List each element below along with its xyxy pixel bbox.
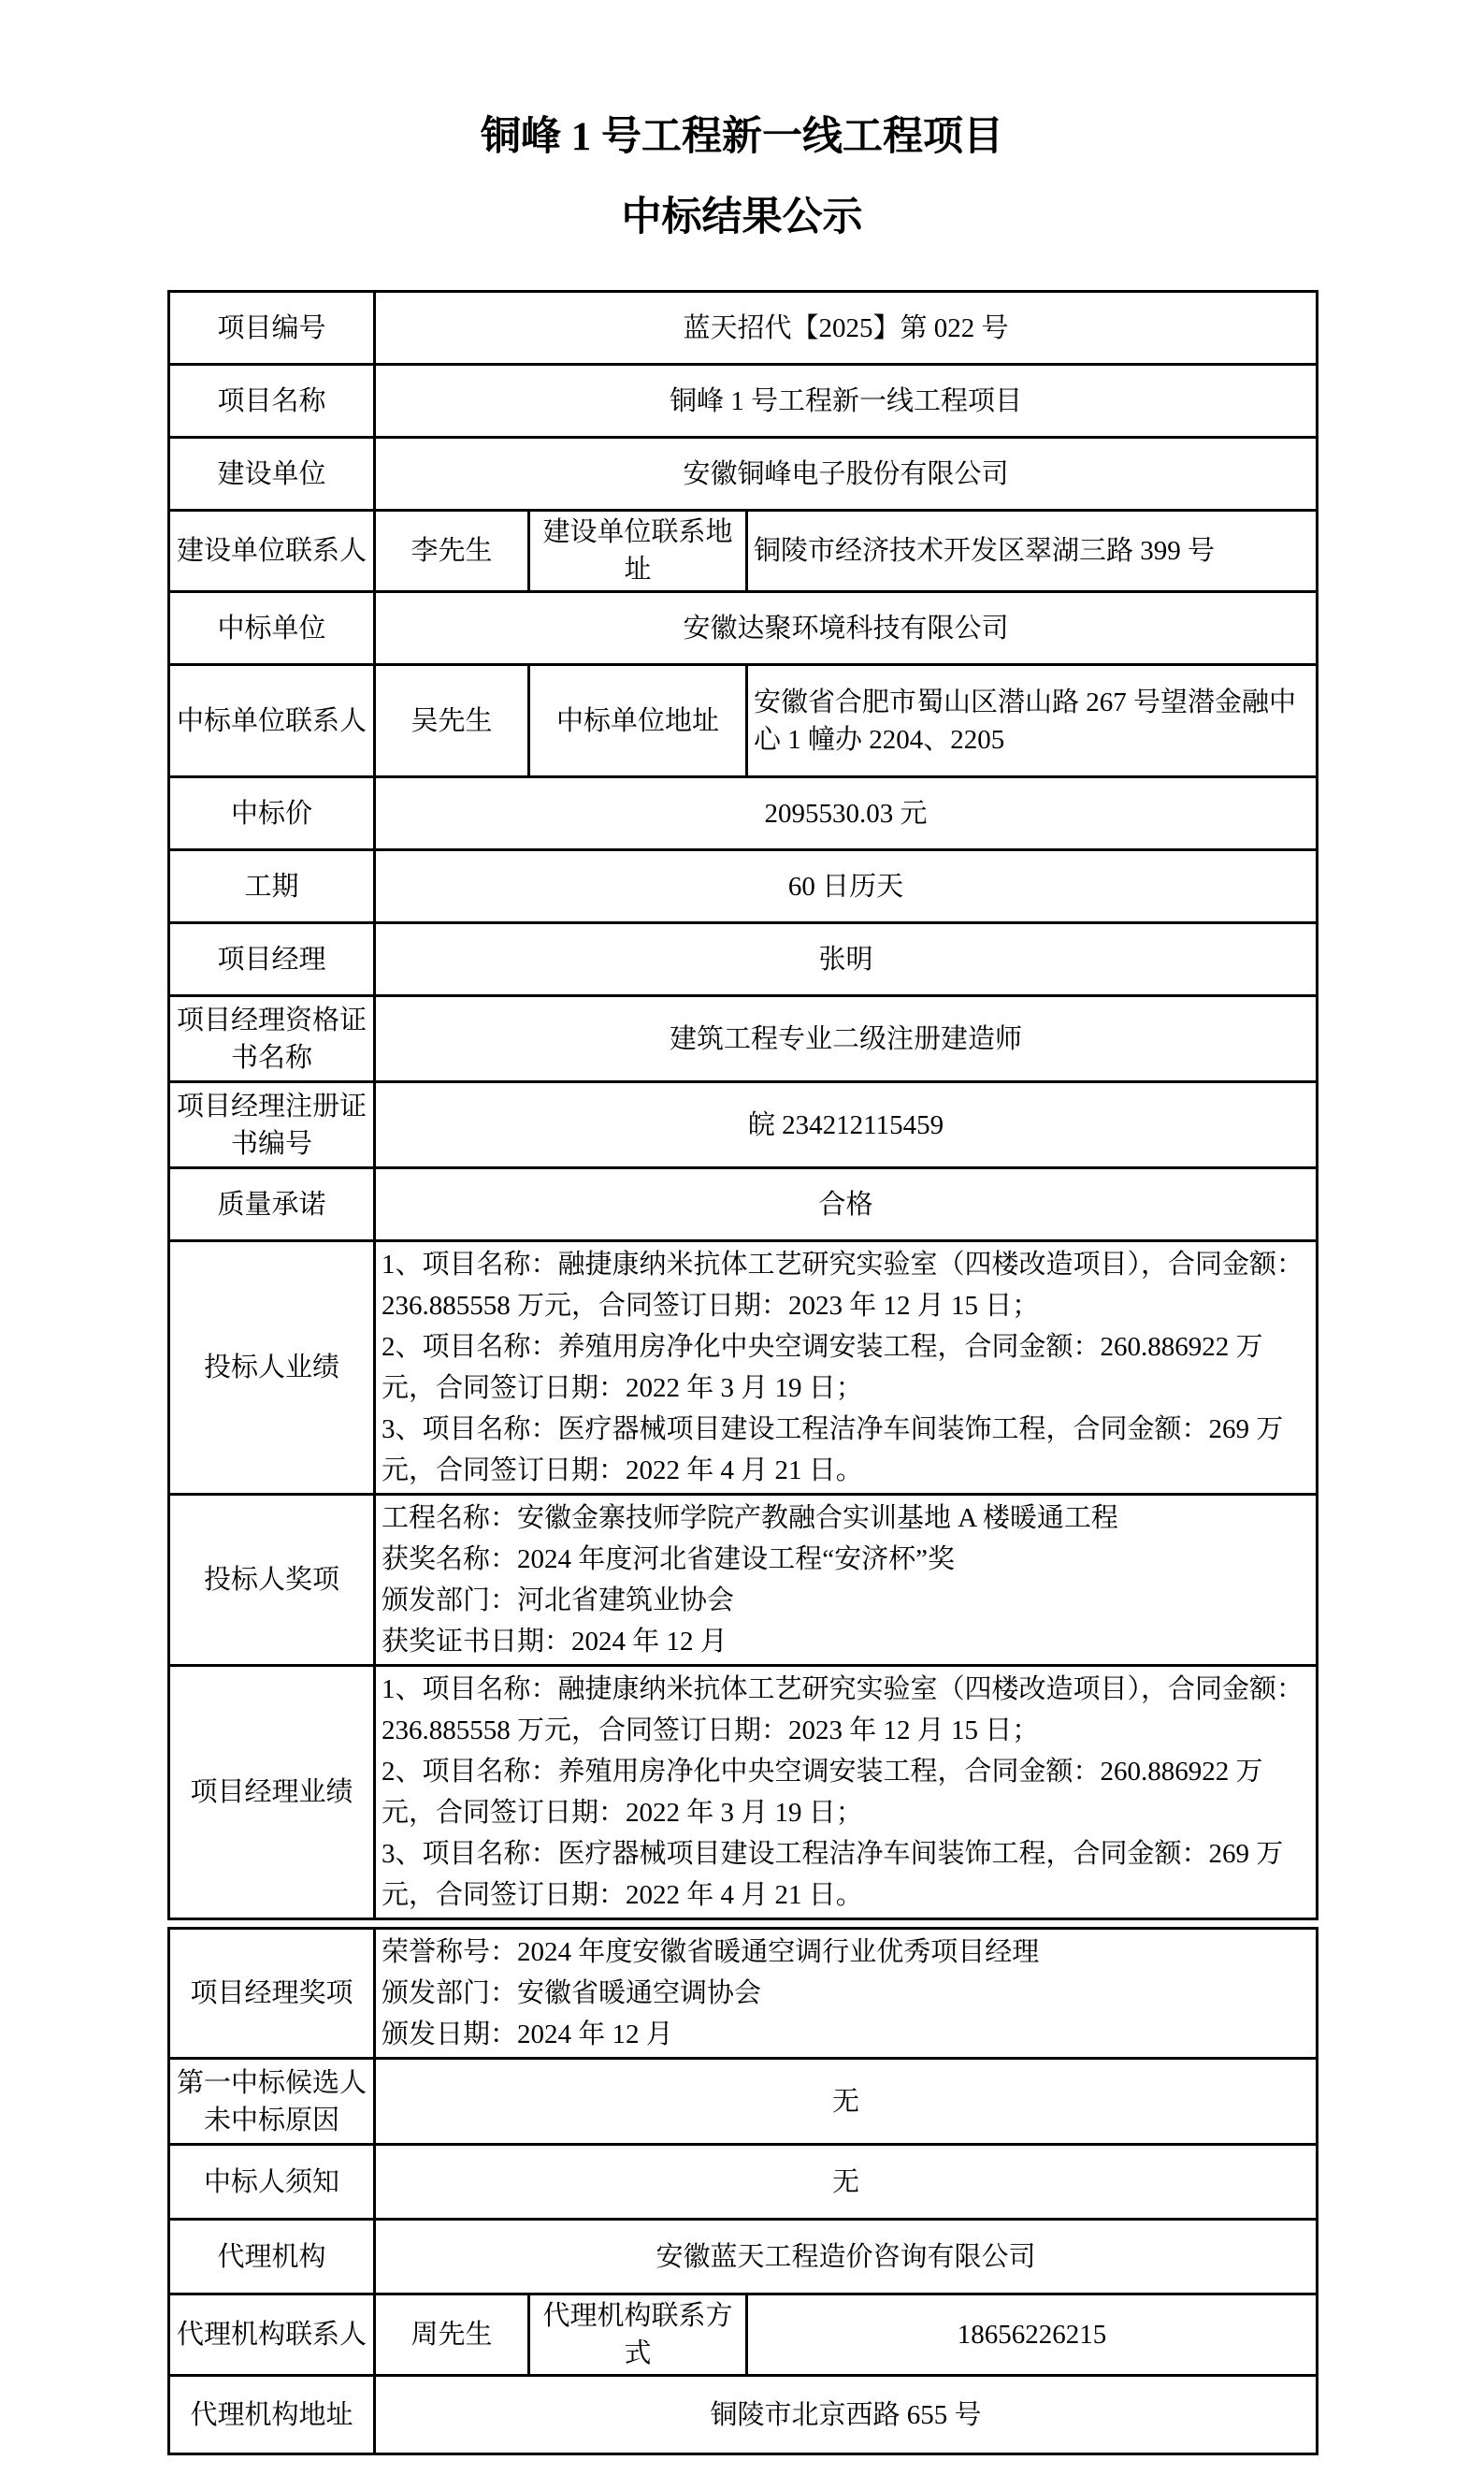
row-label-cell: 投标人业绩	[169, 1241, 375, 1495]
row-label-cell: 项目经理业绩	[169, 1666, 375, 1919]
row-value-cell: 2095530.03 元	[375, 777, 1318, 850]
table-row	[169, 292, 1318, 365]
content-line: 获奖证书日期：2024 年 12 月	[382, 1627, 728, 1657]
bid-result-table-main-body	[169, 292, 1318, 1919]
table-row	[169, 665, 1318, 777]
row-label-cell: 第一中标候选人未中标原因	[169, 2059, 375, 2145]
content-line: 2、项目名称：养殖用房净化中央空调安装工程，合同金额：260.886922 万元，合同签订日期：2022 年 3 月 19 日；	[382, 1757, 1263, 1828]
row-label-cell: 代理机构联系人	[169, 2294, 375, 2376]
document-title-line1: 铜峰 1 号工程新一线工程项目	[481, 115, 1003, 159]
content-line: 荣誉称号：2024 年度安徽省暖通空调行业优秀项目经理	[382, 1937, 1040, 1967]
content-line: 工程名称：安徽金寨技师学院产教融合实训基地 A 楼暖通工程	[382, 1503, 1118, 1533]
row-value-cell: 18656226215	[747, 2294, 1318, 2376]
table-row	[169, 2376, 1318, 2454]
bid-result-table-agency-body	[169, 1929, 1318, 2454]
row-label-cell: 项目经理奖项	[169, 1929, 375, 2059]
table-row	[169, 1666, 1318, 1919]
row-value-cell	[375, 1241, 1318, 1495]
content-line: 1、项目名称：融捷康纳米抗体工艺研究实验室（四楼改造项目），合同金额：236.885558 万元，合同签订日期：2023 年 12 月 15 日；	[382, 1250, 1304, 1321]
row-value-cell: 张明	[375, 923, 1318, 996]
document-title-line2: 中标结果公示	[621, 195, 863, 239]
table-section-divider-gap	[0, 1920, 1484, 1927]
table-row	[169, 592, 1318, 665]
row-label-cell: 项目编号	[169, 292, 375, 365]
row-label-cell: 质量承诺	[169, 1168, 375, 1241]
row-value-cell: 铜陵市经济技术开发区翠湖三路 399 号	[747, 511, 1318, 592]
row-label-cell: 代理机构联系方式	[529, 2294, 747, 2376]
table-row	[169, 777, 1318, 850]
table-row	[169, 2220, 1318, 2294]
row-value-cell: 吴先生	[375, 665, 529, 777]
content-line: 1、项目名称：融捷康纳米抗体工艺研究实验室（四楼改造项目），合同金额：236.885558 万元，合同签订日期：2023 年 12 月 15 日；	[382, 1674, 1304, 1745]
row-label-cell: 建设单位联系地址	[529, 511, 747, 592]
row-label-cell: 中标人须知	[169, 2145, 375, 2220]
row-value-cell	[375, 1666, 1318, 1919]
table-row	[169, 2294, 1318, 2376]
table-row	[169, 923, 1318, 996]
content-line: 2、项目名称：养殖用房净化中央空调安装工程，合同金额：260.886922 万元，合同签订日期：2022 年 3 月 19 日；	[382, 1332, 1263, 1403]
row-value-cell: 铜陵市北京西路 655 号	[375, 2376, 1318, 2454]
content-line: 获奖名称：2024 年度河北省建设工程“安济杯”奖	[382, 1544, 955, 1574]
row-value-cell: 李先生	[375, 511, 529, 592]
row-value-cell: 安徽蓝天工程造价咨询有限公司	[375, 2220, 1318, 2294]
row-label-cell: 建设单位联系人	[169, 511, 375, 592]
content-line: 颁发日期：2024 年 12 月	[382, 2019, 673, 2049]
row-label-cell: 工期	[169, 850, 375, 923]
table-row	[169, 996, 1318, 1082]
table-row	[169, 1929, 1318, 2059]
row-label-cell: 建设单位	[169, 438, 375, 511]
row-label-cell: 项目名称	[169, 365, 375, 438]
row-label-cell: 中标单位地址	[529, 665, 747, 777]
row-value-cell: 无	[375, 2059, 1318, 2145]
table-row	[169, 2059, 1318, 2145]
row-value-cell: 建筑工程专业二级注册建造师	[375, 996, 1318, 1082]
bid-result-table-agency	[167, 1927, 1318, 2455]
content-line: 3、项目名称：医疗器械项目建设工程洁净车间装饰工程，合同金额：269 万元，合同签订日期：2022 年 4 月 21 日。	[382, 1414, 1284, 1485]
row-label-cell: 代理机构	[169, 2220, 375, 2294]
table-row	[169, 511, 1318, 592]
row-value-cell	[375, 1929, 1318, 2059]
content-line: 颁发部门：河北省建筑业协会	[382, 1585, 735, 1615]
row-value-cell: 60 日历天	[375, 850, 1318, 923]
row-value-cell	[375, 1495, 1318, 1666]
bid-result-table-main	[167, 290, 1318, 1920]
row-value-cell: 蓝天招代【2025】第 022 号	[375, 292, 1318, 365]
table-row	[169, 1241, 1318, 1495]
row-value-cell: 安徽达聚环境科技有限公司	[375, 592, 1318, 665]
row-value-cell: 安徽铜峰电子股份有限公司	[375, 438, 1318, 511]
table-row	[169, 1495, 1318, 1666]
table-row	[169, 1168, 1318, 1241]
row-label-cell: 中标单位联系人	[169, 665, 375, 777]
table-row	[169, 1082, 1318, 1168]
table-row	[169, 850, 1318, 923]
row-label-cell: 投标人奖项	[169, 1495, 375, 1666]
row-label-cell: 代理机构地址	[169, 2376, 375, 2454]
table-row	[169, 365, 1318, 438]
table-row	[169, 2145, 1318, 2220]
row-value-cell: 合格	[375, 1168, 1318, 1241]
row-value-cell: 周先生	[375, 2294, 529, 2376]
row-value-cell: 皖 234212115459	[375, 1082, 1318, 1168]
row-label-cell: 项目经理资格证书名称	[169, 996, 375, 1082]
table-row	[169, 438, 1318, 511]
row-label-cell: 项目经理	[169, 923, 375, 996]
row-value-cell: 无	[375, 2145, 1318, 2220]
content-line: 颁发部门：安徽省暖通空调协会	[382, 1978, 762, 2008]
content-line: 3、项目名称：医疗器械项目建设工程洁净车间装饰工程，合同金额：269 万元，合同签订日期：2022 年 4 月 21 日。	[382, 1839, 1284, 1910]
row-label-cell: 项目经理注册证书编号	[169, 1082, 375, 1168]
row-value-cell: 安徽省合肥市蜀山区潜山路 267 号望潜金融中心 1 幢办 2204、2205	[747, 665, 1318, 777]
row-label-cell: 中标价	[169, 777, 375, 850]
row-label-cell: 中标单位	[169, 592, 375, 665]
row-value-cell: 铜峰 1 号工程新一线工程项目	[375, 365, 1318, 438]
